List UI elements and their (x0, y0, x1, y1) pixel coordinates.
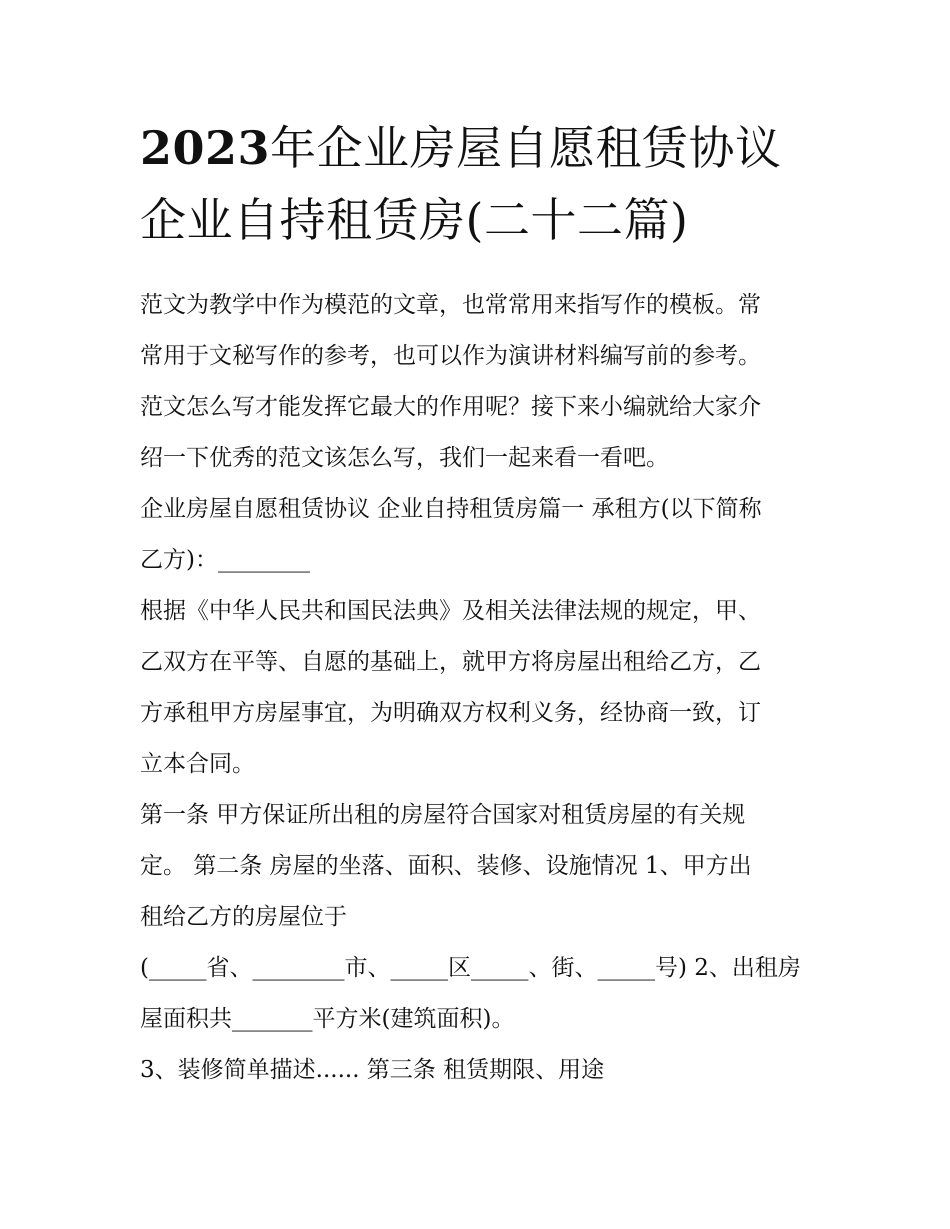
title-line-2: 企业自持租赁房(二十二篇) (140, 193, 689, 247)
body-line: 常用于文秘写作的参考，也可以作为演讲材料编写前的参考。 (140, 343, 761, 369)
body-line: 范文为教学中作为模范的文章，也常常用来指写作的模板。常 (140, 292, 761, 318)
body-line: 租给乙方的房屋位于 (140, 904, 347, 930)
title-year: 2023 (140, 121, 271, 175)
body-line: 方承租甲方房屋事宜，为明确双方权利义务，经协商一致，订 (140, 700, 761, 726)
body-line: 范文怎么写才能发挥它最大的作用呢？接下来小编就给大家介 (140, 394, 761, 420)
body-line: 根据《中华人民共和国民法典》及相关法律法规的规定，甲、 (140, 598, 761, 624)
body-line: 第一条 甲方保证所出租的房屋符合国家对租赁房屋的有关规 (140, 802, 746, 828)
body-line: 定。 第二条 房屋的坐落、面积、装修、设施情况 1、甲方出 (140, 853, 752, 879)
body-line: 企业房屋自愿租赁协议 企业自持租赁房篇一 承租方(以下简称 (140, 496, 762, 522)
body-line: (_____省、________市、_____区_____、街、_____号) 2、出租房 (140, 955, 801, 981)
document-title (140, 112, 820, 256)
body-line: 乙方)：________ (140, 547, 310, 573)
body-line: 乙双方在平等、自愿的基础上，就甲方将房屋出租给乙方，乙 (140, 649, 761, 675)
title-line-1-text: 年企业房屋自愿租赁协议 (270, 121, 782, 175)
document-body (140, 280, 820, 1096)
body-line: 绍一下优秀的范文该怎么写，我们一起来看一看吧。 (140, 445, 669, 471)
body-line: 屋面积共_______平方米(建筑面积)。 (140, 1006, 515, 1032)
title-line-1 (140, 112, 820, 184)
body-line: 3、装修简单描述...... 第三条 租赁期限、用途 (140, 1057, 605, 1083)
body-line: 立本合同。 (140, 751, 255, 777)
